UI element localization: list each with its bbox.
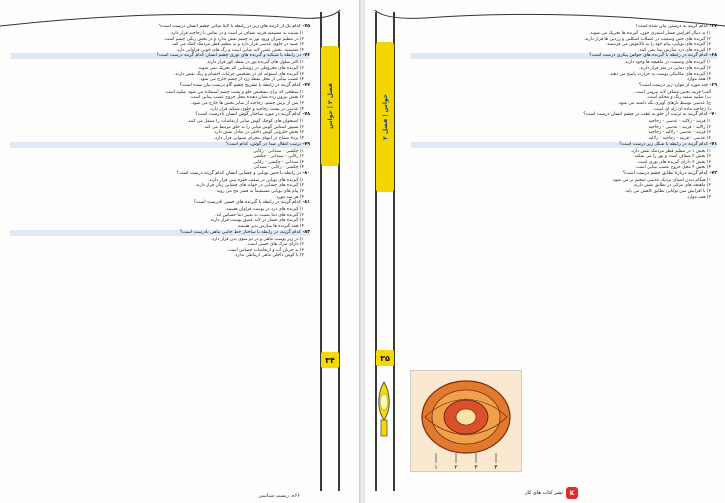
- question-number: ۶۸-: [709, 53, 717, 59]
- answer-option: ۱) گیرنده های درد در پوست فراوان هستند.: [224, 207, 304, 213]
- chapter-banner-text: حواس | فصل ۲: [381, 94, 389, 140]
- answer-option: ۳) با افزایش سن توانایی تطابق کاهش می یابد.: [624, 189, 711, 195]
- question-stem: [411, 142, 717, 148]
- question-text: در رابطه با حس بویایی و چشایی انسان کدام گزینه درست است؟: [176, 170, 301, 176]
- question-number: ۶۹-: [709, 82, 717, 88]
- decorative-vase: [373, 380, 395, 440]
- question-text: ترتیب انتقال صدا در گوش، کدام است؟: [225, 141, 301, 147]
- answer-option: ۲) گیرنده های چشایی در جوانه های چشایی زبان قرار دارند.: [194, 183, 304, 189]
- question-block: [411, 83, 717, 112]
- question-number: ۷۸-: [302, 112, 310, 118]
- question-block: [10, 112, 310, 141]
- question-stem: [10, 142, 310, 148]
- answer-option: ۲) گیرنده های مخروطی در روشنایی کم تحریک نمی شوند.: [197, 65, 304, 71]
- answer-option: ۴) همه موارد: [687, 194, 711, 200]
- question-text: کدام یک از گزینه های زیر در رابطه با لایهٔ میانی چشم انسان درست است؟: [158, 24, 301, 29]
- left-side-frame: [318, 12, 342, 491]
- answer-option: ۱) به دنبال افزایش فشار اسمزی خون، گیرنده ها تحریک می شوند.: [588, 31, 711, 36]
- answer-option: ۴) هر سه مورد: [276, 194, 304, 200]
- chapter-banner: [376, 42, 394, 192]
- question-block: [10, 53, 310, 82]
- answer-option: ۳) گیرنده های فشار در لایه عمیق پوست قرار دارند.: [209, 218, 304, 224]
- answer-option: ۴) گیرنده های درد سازش پیدا نمی کنند.: [637, 47, 711, 53]
- answer-option: ۲) گیرنده های دمایی در مغز قرار دارند.: [638, 65, 711, 71]
- question-stem: [411, 53, 717, 59]
- answer-option: ۴) عدسی در پشت زجاجیه و جلوی شبکیه قرار دارد.: [209, 106, 304, 112]
- answer-option: ۴) عصب بینایی از محل نقطه زرد از چشم خارج می شود.: [199, 77, 304, 83]
- answer-option: ۲) ماهیچه های مژکی در تطابق نقش دارند.: [632, 183, 711, 189]
- question-stem: [10, 230, 310, 236]
- question-stem: [10, 200, 310, 206]
- answer-option: ۳) بخش ۳ دارای گیرنده های نوری است.: [636, 159, 711, 165]
- answer-option: ۲) بخش بیرون زده نشان دهندهٔ محل خروج عصب بینایی است.: [189, 95, 304, 101]
- answer-option: ۴) با گوش داخلی ماهی ارتباطی ندارد.: [234, 253, 304, 259]
- answer-option: ۲) زلالیه - قرنیه - عدسی - زجاجیه: [648, 124, 711, 130]
- question-stem: [411, 171, 717, 177]
- publisher-name: نشر کتاب های کار: [525, 490, 563, 496]
- question-text: کدام گزینه به درستی بیان شده است؟: [635, 24, 708, 29]
- left-page: [0, 0, 360, 503]
- answer-option: ۱) هنگام دیدن اشیای نزدیک عدسی ضخیم تر می شود.: [611, 177, 711, 183]
- publisher-brand: [525, 487, 578, 499]
- question-number: ۷۶-: [302, 53, 310, 59]
- answer-option: ۲) در تنظیم میزان ورود نور به چشم نقش ندارد و در بخش رنگی چشم است.: [163, 36, 304, 42]
- answer-option: ۴) همه گیرنده ها سازش پذیر هستند.: [236, 224, 304, 230]
- question-text: کدام گزینه در رابطه با گیرنده های حسی نادرست است؟: [193, 200, 301, 206]
- answer-option: ۲) شیپور استاش گوش میانی را به حلق مرتبط می کند.: [203, 124, 304, 130]
- chapter-banner-text: فصل ۲ | حواس: [326, 83, 334, 129]
- eye-diagram: [411, 371, 521, 471]
- question-text: چند مورد از موارد زیر درست است؟: [638, 82, 708, 88]
- figure-label: ۱: [434, 464, 438, 471]
- answer-option: ۳) عنبیه در جلوی عدسی قرار دارد و به تنظیم قطر مردمک کمک می کند.: [171, 42, 304, 48]
- answer-option: د) زجاجیه ماده ای ژله ای است.: [652, 106, 711, 112]
- answer-option: ۴) پردهٔ صماخ در انتهای مجرای شنوایی قرار دارد.: [213, 135, 304, 141]
- question-number: ۷۵-: [302, 24, 310, 29]
- page-number: ۳۵: [376, 350, 394, 366]
- answer-option: ۳) بخش حلزونی گوش داخلی در تعادل نقش دارد.: [213, 130, 304, 136]
- question-stem: [10, 83, 310, 89]
- question-stem: [411, 83, 717, 89]
- answer-option: ۱) گیرنده های وضعیت در ماهیچه ها وجود دارند.: [623, 60, 711, 66]
- question-stem: [411, 24, 717, 30]
- answer-option: ۲) دارای مژک های حسی است.: [246, 242, 304, 248]
- answer-option: ۴) همه موارد: [687, 77, 711, 83]
- answer-option: ۳) سندانی - چکشی - رکابی: [253, 159, 304, 165]
- question-block: [10, 24, 310, 53]
- question-block: [411, 53, 717, 82]
- question-block: [411, 142, 717, 171]
- page-footer: ۶۶ه. زیست شناسی: [258, 493, 300, 499]
- answer-option: ۴) مشیمیه، بخش عقبی لایه میانی است و رگ های خونی فراوانی دارد.: [175, 47, 304, 53]
- answer-option: ۱) در زیر پوست ماهی و در دو سوی بدن قرار دارد.: [210, 236, 304, 242]
- question-number: ۸۰-: [302, 170, 310, 176]
- answer-option: ۳) قرنیه - عدسی - زلالیه - زجاجیه: [648, 130, 711, 136]
- publisher-logo-icon: K: [566, 487, 578, 499]
- answer-option: ۳) گیرنده های استوانه ای در تشخیص جزئیات اجسام و رنگ نقش دارند.: [174, 71, 304, 77]
- question-number: ۷۹-: [302, 141, 310, 147]
- answer-option: ۲) گیرنده های دما نسبت به تغییر دما حساس اند.: [215, 212, 304, 218]
- eye-cross-section-figure: [410, 370, 522, 472]
- answer-option: ۳) پیام های بویایی مستقیماً به قشر مخ می روند.: [215, 189, 304, 195]
- answer-option: ۱) استخوان های کوچک گوش میانی ارتعاشات را منتقل می کنند.: [186, 119, 304, 125]
- question-number: ۸۱-: [302, 200, 310, 206]
- question-stem: [10, 24, 310, 30]
- answer-option: ۱) اکثر سلول های گیرنده نور در نقطه کور قرار دارند.: [205, 60, 304, 66]
- question-number: ۷۱-: [709, 141, 717, 147]
- question-stem: [10, 112, 310, 118]
- question-stem: [411, 112, 717, 118]
- page-number: ۳۴: [321, 352, 339, 368]
- answer-option: ۲) رکابی - سندانی - چکشی: [253, 154, 304, 160]
- question-text: در رابطه با شبکیه و گیرنده های نوری چشم انسان کدام گزینه درست است؟: [156, 53, 301, 59]
- answer-option: ۱) نسبت به مشیمیه قرنیه شفاف تر است و در تماس با زجاجیه قرار دارد.: [169, 31, 304, 36]
- answer-option: ۴) بخش ۴ محل خروج عصب بینایی است.: [635, 165, 711, 171]
- answer-option: ۲) گیرنده های حس وضعیت در عضلات اسکلتی و زردپی ها قرار دارند.: [583, 36, 711, 42]
- question-block: [10, 83, 310, 112]
- question-stem: [10, 53, 310, 59]
- question-number: ۷۲-: [709, 170, 717, 176]
- answer-option: ۲) بخش ۲ شفاف است و نور را می شکند.: [633, 154, 711, 160]
- question-block: [10, 230, 310, 259]
- question-text: کدام گزینه در رابطه با تشریح چشم گاو درست بیان شده است؟: [179, 82, 301, 88]
- question-number: ۸۲-: [302, 229, 310, 235]
- question-number: ۷۷-: [302, 82, 310, 88]
- answer-option: ۱) بخش ۱ در تنظیم قطر مردمک نقش دارد.: [630, 148, 711, 154]
- question-text: کدام گزینه به ترتیب از جلو به عقب در چشم انسان درست است؟: [583, 112, 708, 118]
- question-text: کدام گزینه در مورد ساختار گوش انسان نادرست است؟: [195, 112, 301, 118]
- answer-option: ۱) گیرنده های بویایی در سقف حفره بینی قرار دارند.: [207, 177, 304, 183]
- answer-option: ۳) به جریان آب و ارتعاشات حساس است.: [227, 247, 304, 253]
- answer-option: ۱) سطحی که برای تشخیص جلو و پشت چشم استفاده می شود صلبیه است.: [164, 89, 304, 95]
- question-text: کدام گزینه دربارهٔ تطابق چشم درست است؟: [622, 170, 708, 176]
- question-text: کدام گزینه در رابطه با گیرنده های حواس پیکری درست است؟: [589, 53, 708, 59]
- question-text: کدام گزینه، در رابطه با ساختار خط جانبی ماهی نادرست است؟: [179, 229, 301, 235]
- figure-label: ۴: [494, 464, 498, 471]
- answer-option: ۴) عدسی - قرنیه - زجاجیه - زلالیه: [648, 135, 711, 141]
- question-block: [411, 24, 717, 53]
- question-block: [10, 200, 310, 229]
- question-block: [10, 142, 310, 171]
- question-number: ۷۰-: [709, 112, 717, 118]
- answer-option: ۱) قرنیه - زلالیه - عدسی - زجاجیه: [648, 119, 711, 125]
- answer-option: ۳) گیرنده های بویایی، پیام خود را به تالاموس می فرستند.: [605, 42, 711, 48]
- answer-option: ۴) چکشی - رکابی - سندانی: [253, 165, 304, 171]
- chapter-banner: [321, 46, 339, 166]
- left-question-column: [10, 24, 310, 483]
- answer-option: ۳) گیرنده های مکانیکی پوست به حرارت پاسخ می دهند.: [608, 71, 711, 77]
- answer-option: ج) عدسی توسط تارهای آویزی نگه داشته می شود.: [617, 100, 711, 106]
- question-text: کدام گزینه در رابطه با شکل زیر درست است؟: [619, 141, 708, 147]
- question-block: [411, 171, 717, 200]
- answer-option: ب) صلبیه سفید رنگ و محکم است.: [646, 95, 711, 101]
- figure-label: ۲: [454, 464, 458, 471]
- figure-label: ۳: [474, 464, 478, 471]
- question-block: [10, 171, 310, 200]
- question-stem: [10, 171, 310, 177]
- question-number: ۶۷-: [709, 24, 717, 29]
- question-block: [411, 112, 717, 141]
- answer-option: الف) قرنیه بخش شفاف لایه بیرونی است.: [634, 89, 711, 95]
- answer-option: ۱) چکشی - سندانی - رکابی: [253, 148, 304, 154]
- answer-option: ۳) پس از برش چشم، زجاجیه از سایر بخش ها خارج می شود.: [190, 100, 304, 106]
